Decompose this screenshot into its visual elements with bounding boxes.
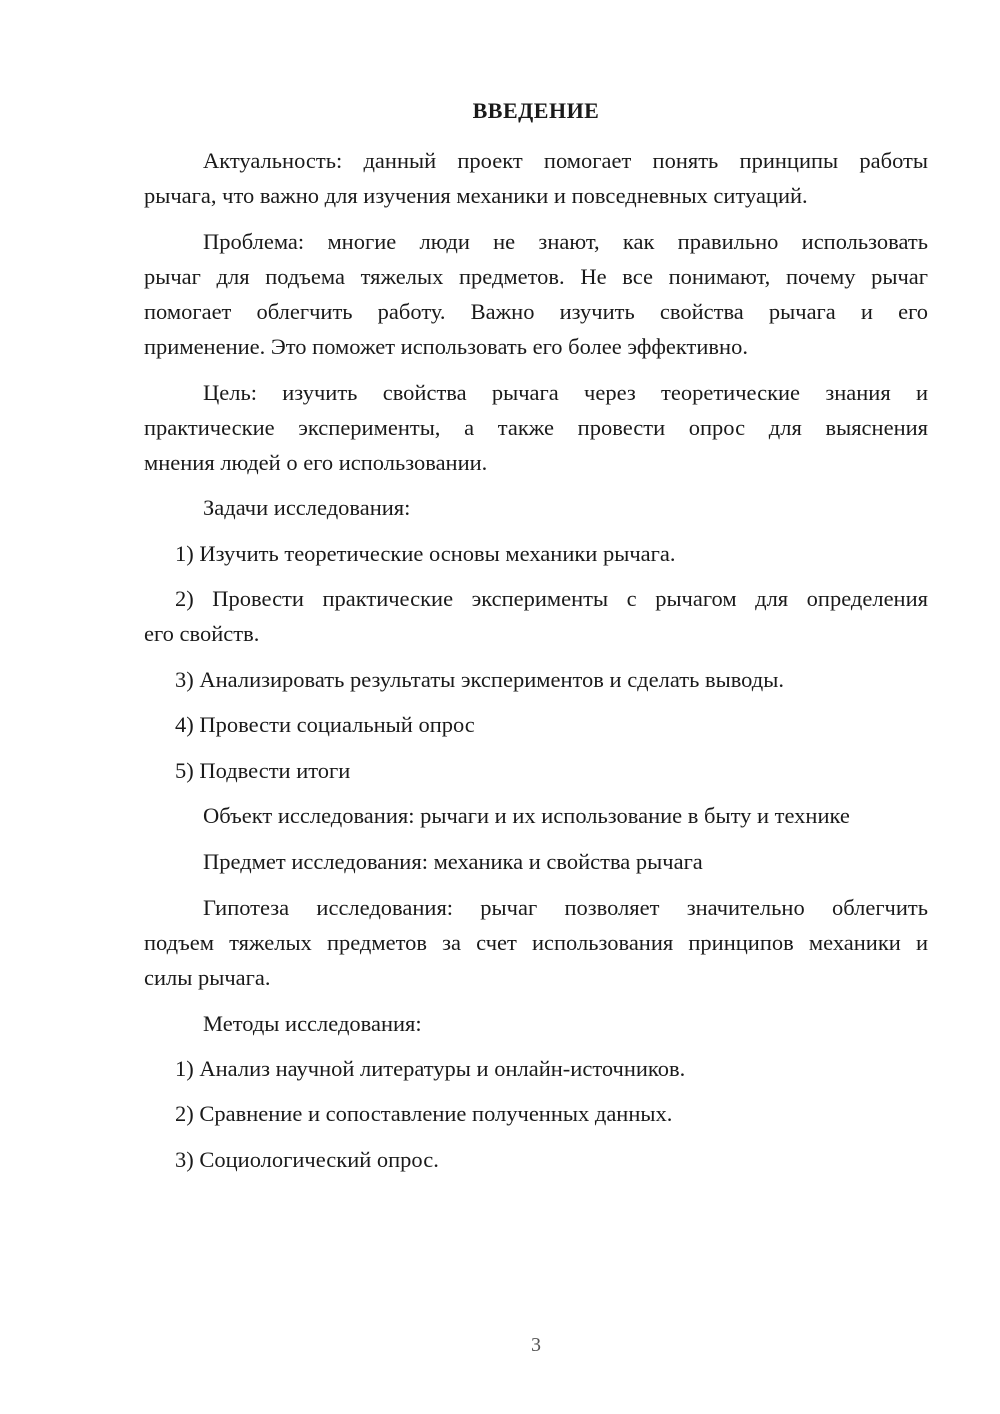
page-number: 3 xyxy=(531,1334,541,1356)
hypothesis-line-3: силы рычага. xyxy=(144,965,271,990)
task-item-5: 5) Подвести итоги xyxy=(175,758,351,783)
problem-line-1: Проблема: многие люди не знают, как правильно использовать xyxy=(203,229,928,254)
problem-line-3: помогает облегчить работу. Важно изучить свойства рычага и его xyxy=(144,299,928,324)
research-subject: Предмет исследования: механика и свойства рычага xyxy=(203,849,703,874)
page-title: ВВЕДЕНИЕ xyxy=(472,98,600,123)
method-item-1: 1) Анализ научной литературы и онлайн-источников. xyxy=(175,1056,686,1081)
hypothesis-line-2: подъем тяжелых предметов за счет использования принципов механики и xyxy=(144,930,928,955)
method-item-3: 3) Социологический опрос. xyxy=(175,1147,439,1172)
problem-line-4: применение. Это поможет использовать его более эффективно. xyxy=(144,334,748,359)
goal-line-2: практические эксперименты, а также провести опрос для выяснения xyxy=(144,415,928,440)
tasks-heading: Задачи исследования: xyxy=(203,495,411,520)
method-item-2: 2) Сравнение и сопоставление полученных данных. xyxy=(175,1101,673,1126)
task-item-2-line-1: 2) Провести практические эксперименты с рычагом для определения xyxy=(175,586,928,611)
relevance-line-2: рычага, что важно для изучения механики и повседневных ситуаций. xyxy=(144,183,808,208)
methods-heading: Методы исследования: xyxy=(203,1011,422,1036)
problem-line-2: рычаг для подъема тяжелых предметов. Не все понимают, почему рычаг xyxy=(144,264,928,289)
goal-line-3: мнения людей о его использовании. xyxy=(144,450,488,475)
research-object: Объект исследования: рычаги и их использование в быту и технике xyxy=(203,803,850,828)
task-item-2-line-2: его свойств. xyxy=(144,621,260,646)
task-item-1: 1) Изучить теоретические основы механики рычага. xyxy=(175,541,676,566)
relevance-line-1: Актуальность: данный проект помогает понять принципы работы xyxy=(203,148,928,173)
hypothesis-line-1: Гипотеза исследования: рычаг позволяет значительно облегчить xyxy=(203,895,928,920)
task-item-3: 3) Анализировать результаты экспериментов и сделать выводы. xyxy=(175,667,784,692)
task-item-4: 4) Провести социальный опрос xyxy=(175,712,475,737)
goal-line-1: Цель: изучить свойства рычага через теоретические знания и xyxy=(203,380,928,405)
